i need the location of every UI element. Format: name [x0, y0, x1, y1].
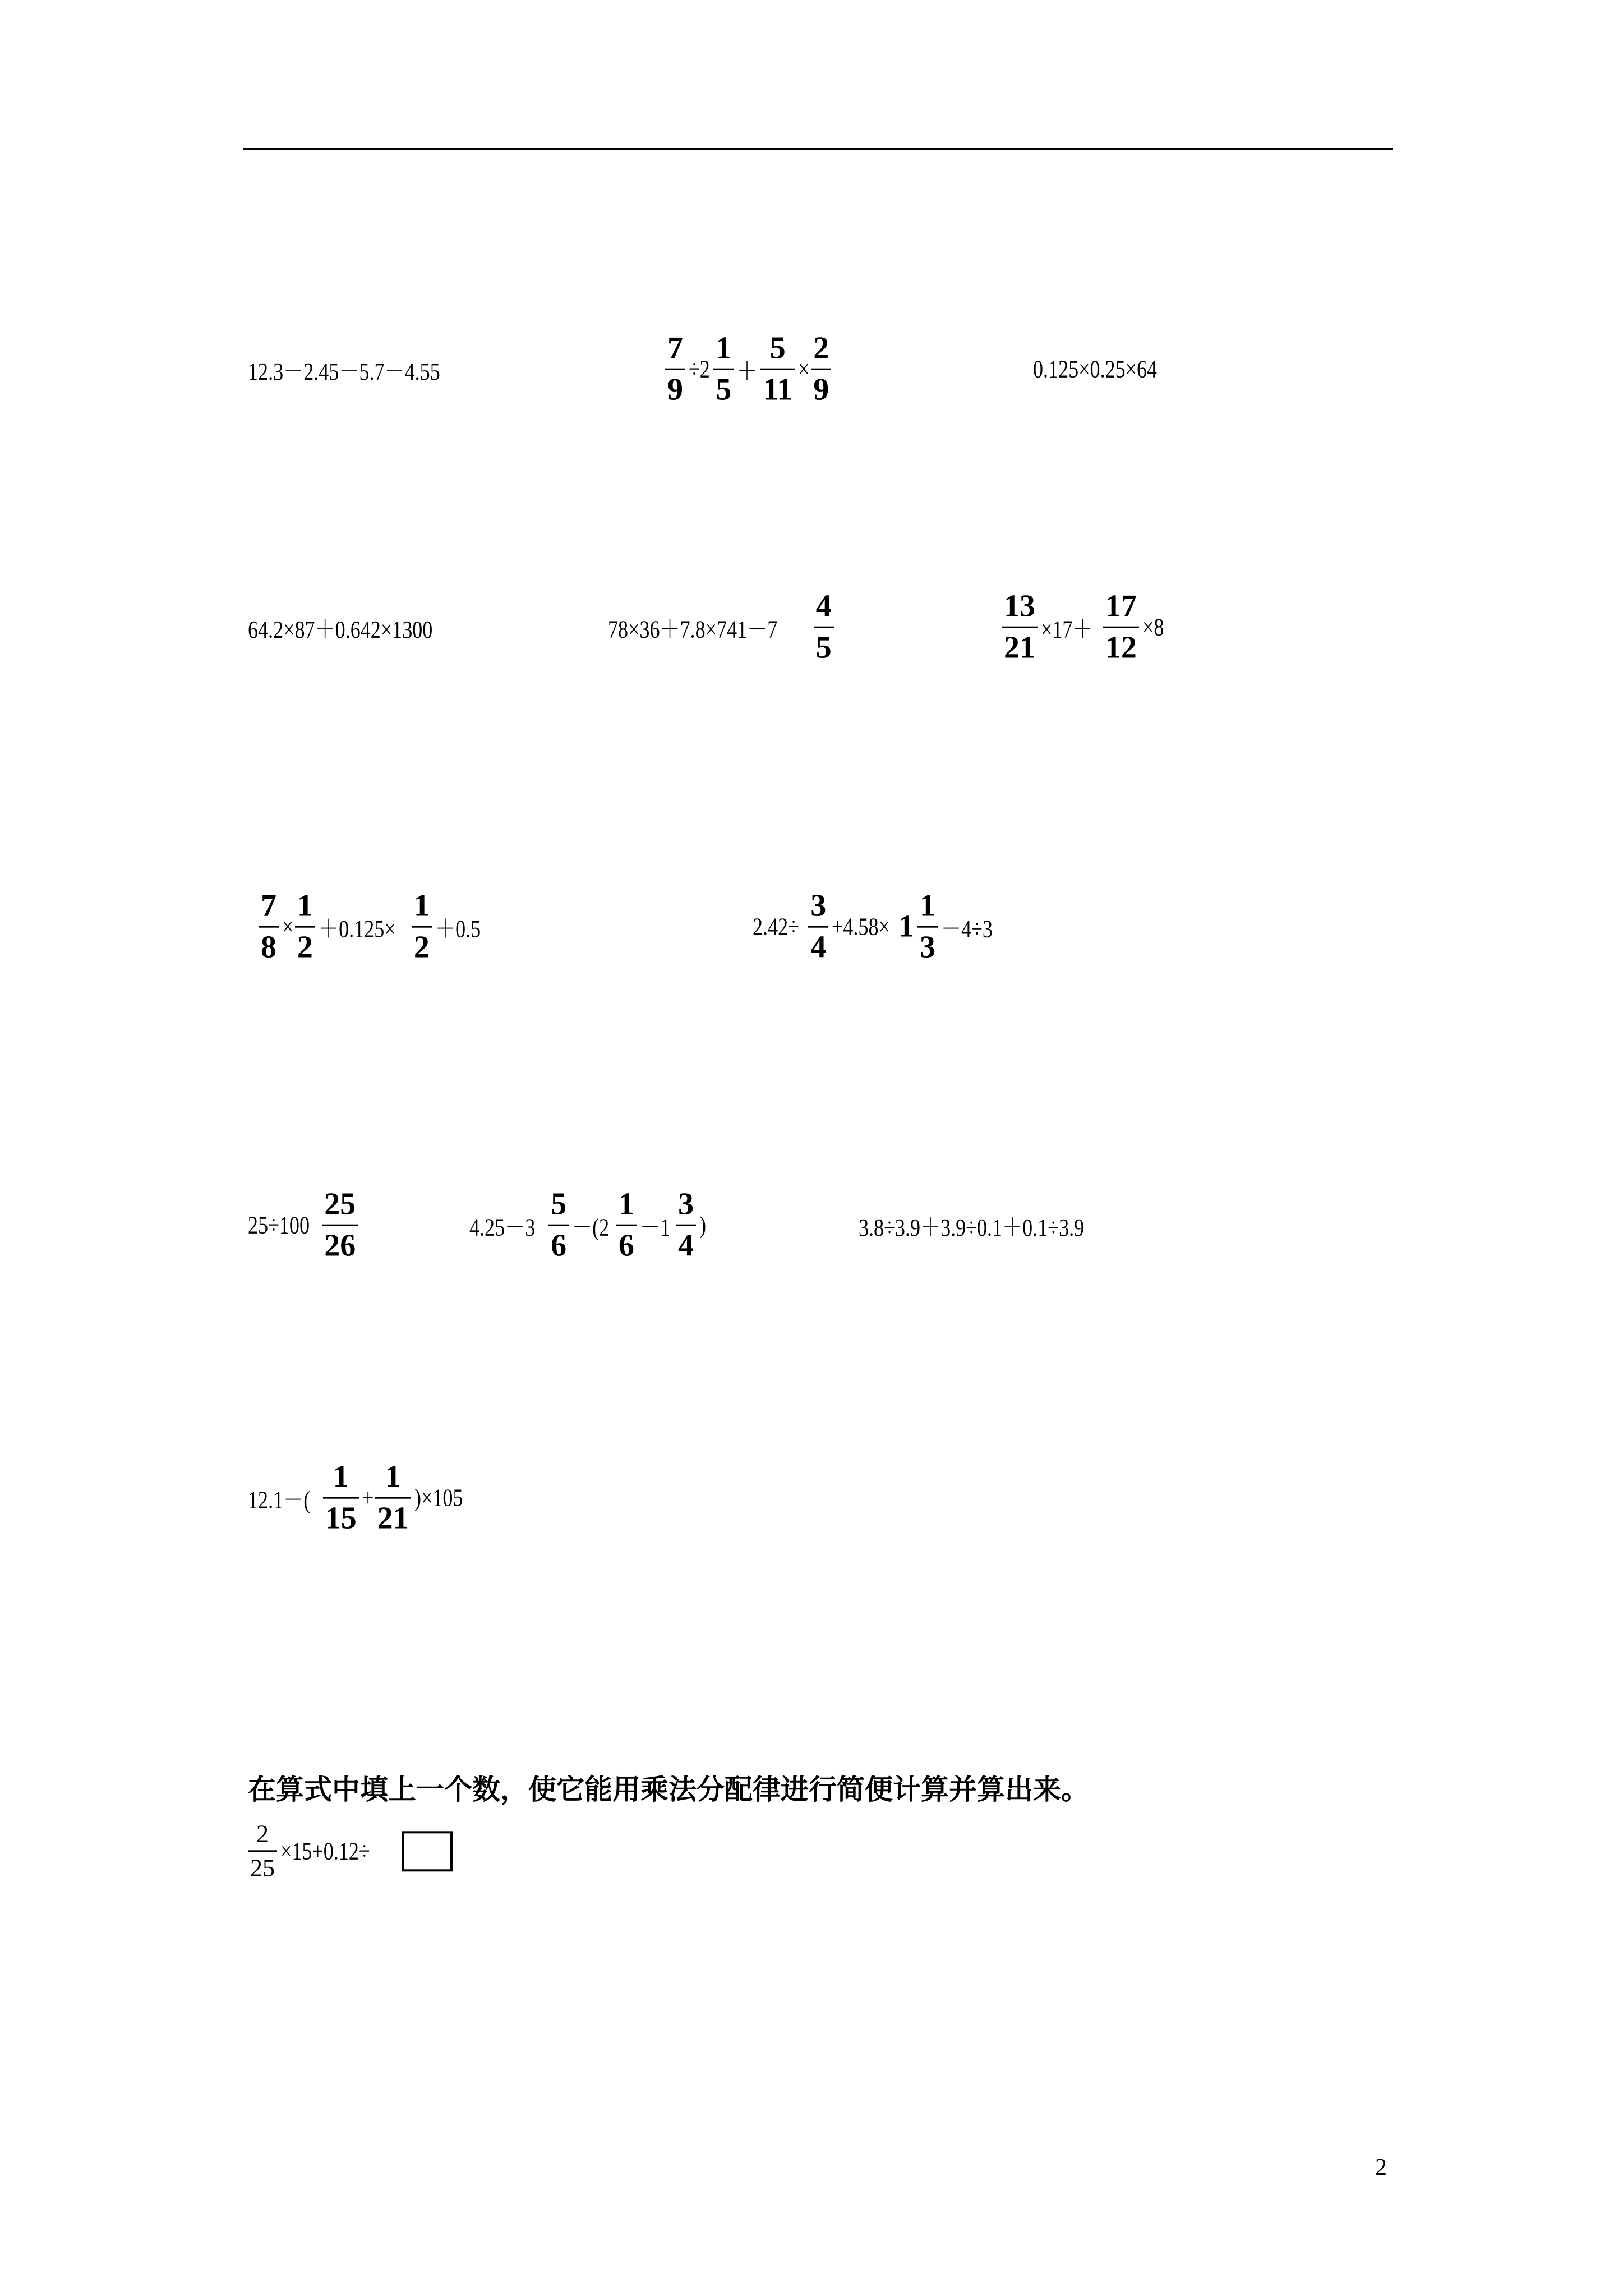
expression-text: ÷2 — [689, 355, 710, 383]
fill-in-expression — [245, 1821, 453, 1881]
fraction-bar — [811, 369, 831, 370]
expression-text: 25÷100 — [248, 1211, 310, 1239]
expression-text: + — [362, 1484, 374, 1512]
numerator: 2 — [256, 1820, 269, 1848]
numerator: 17 — [1105, 588, 1137, 624]
exercise-3 — [1033, 355, 1180, 384]
header-rule — [243, 148, 1393, 150]
denominator: 5 — [815, 630, 832, 665]
fraction-bar — [917, 926, 938, 928]
denominator: 2 — [413, 930, 430, 965]
fraction-bar — [1002, 627, 1038, 628]
fraction-bar — [713, 369, 734, 370]
numerator: 5 — [551, 1186, 567, 1222]
expression-text: ＋0.125× — [318, 915, 396, 943]
numerator: 2 — [813, 330, 829, 366]
denominator: 9 — [813, 372, 829, 407]
fraction — [616, 1188, 637, 1263]
fraction — [665, 332, 685, 407]
fraction-bar — [676, 1225, 696, 1226]
expression-text: 4.25－3 — [469, 1214, 536, 1241]
mixed-number-whole: 1 — [898, 909, 914, 944]
numerator: 5 — [769, 330, 786, 366]
denominator: 2 — [297, 930, 313, 965]
expression-text: × — [282, 913, 294, 941]
fraction-bar — [616, 1225, 637, 1226]
fraction — [322, 1188, 358, 1263]
fraction-bar — [295, 926, 315, 928]
expression-text: ＋0.5 — [435, 915, 481, 943]
exercise-6 — [998, 590, 1164, 665]
numerator: 1 — [333, 1459, 349, 1494]
fraction-bar — [412, 926, 432, 928]
denominator: 15 — [325, 1501, 357, 1536]
expression-text: ×17＋ — [1041, 616, 1093, 643]
fraction-bar — [548, 1225, 569, 1226]
expression-text: 78×36＋7.8×741－7 — [608, 616, 778, 643]
expression-text: 64.2×87＋0.642×1300 — [248, 616, 433, 643]
expression-text: × — [798, 355, 810, 383]
fraction — [548, 1188, 569, 1263]
fraction-bar — [760, 369, 795, 370]
denominator: 4 — [810, 930, 827, 965]
expression-text: －1 — [639, 1214, 670, 1241]
fraction — [295, 890, 315, 964]
answer-box[interactable] — [402, 1831, 453, 1871]
fraction — [259, 890, 279, 964]
numerator: 25 — [324, 1186, 356, 1222]
expression-text: 12.1－( — [248, 1487, 311, 1514]
fraction — [713, 332, 734, 407]
fraction — [412, 890, 432, 964]
fraction — [760, 332, 795, 407]
fraction — [917, 890, 938, 964]
denominator: 9 — [667, 372, 683, 407]
expression-text: ) — [699, 1211, 706, 1239]
numerator: 1 — [413, 888, 430, 923]
denominator: 25 — [250, 1854, 275, 1882]
denominator: 3 — [919, 930, 935, 965]
exercise-9 — [248, 1188, 361, 1263]
numerator: 1 — [385, 1459, 401, 1494]
fraction-bar — [375, 1497, 411, 1499]
fraction-bar — [1103, 627, 1139, 628]
exercise-1 — [248, 351, 478, 387]
denominator: 12 — [1105, 630, 1137, 665]
numerator: 3 — [677, 1186, 694, 1222]
expression-text: ×15+0.12÷ — [280, 1837, 370, 1865]
fraction — [676, 1188, 696, 1263]
numerator: 7 — [667, 330, 683, 366]
fraction-bar — [259, 926, 279, 928]
expression-text: 3.8÷3.9＋3.9÷0.1＋0.1÷3.9 — [859, 1214, 1085, 1241]
exercise-11 — [859, 1207, 1129, 1243]
fill-in-tokens — [245, 1821, 385, 1881]
denominator: 11 — [763, 372, 793, 407]
fraction — [811, 332, 831, 407]
exercise-8 — [753, 890, 999, 964]
numerator: 7 — [261, 888, 276, 923]
fraction-bar — [665, 369, 685, 370]
expression-text: 0.125×0.25×64 — [1033, 355, 1158, 383]
page-number: 2 — [1375, 2155, 1387, 2180]
numerator: 4 — [815, 588, 832, 624]
expression-text: +4.58× — [832, 913, 891, 941]
exercise-2 — [662, 332, 834, 407]
numerator: 13 — [1004, 588, 1035, 624]
denominator: 6 — [551, 1228, 567, 1263]
expression-text: －(2 — [572, 1214, 610, 1241]
fraction — [323, 1461, 359, 1535]
numerator: 3 — [810, 888, 827, 923]
fraction-bar — [322, 1225, 358, 1226]
denominator: 6 — [618, 1228, 634, 1263]
numerator: 1 — [618, 1186, 634, 1222]
numerator: 1 — [716, 330, 732, 366]
fraction-bar — [248, 1851, 277, 1852]
denominator: 21 — [377, 1501, 409, 1536]
exercise-7 — [255, 890, 486, 964]
expression-text: )×105 — [414, 1484, 463, 1512]
fraction-bar — [323, 1497, 359, 1499]
denominator: 21 — [1004, 630, 1035, 665]
fraction — [1002, 590, 1038, 665]
fraction — [1103, 590, 1139, 665]
expression-text: ×8 — [1142, 613, 1164, 641]
exercise-4 — [248, 609, 469, 645]
expression-text: 2.42÷ — [753, 913, 799, 941]
denominator: 26 — [324, 1228, 356, 1263]
fraction — [248, 1821, 277, 1881]
expression-text: 12.3－2.45－5.7－4.55 — [248, 358, 440, 385]
numerator: 1 — [919, 888, 935, 923]
fill-in-heading: 在算式中填上一个数，使它能用乘法分配律进行简便计算并算出来。 — [248, 1773, 1089, 1806]
denominator: 4 — [677, 1228, 694, 1263]
expression-text: ＋ — [737, 358, 758, 385]
exercise-12 — [248, 1461, 469, 1535]
numerator: 1 — [297, 888, 313, 923]
exercise-10 — [469, 1186, 706, 1263]
expression-text: －4÷3 — [940, 915, 993, 943]
denominator: 5 — [716, 372, 732, 407]
fraction — [375, 1461, 411, 1535]
fraction — [814, 590, 834, 665]
exercise-5 — [608, 590, 837, 665]
fraction — [808, 890, 828, 964]
fraction-bar — [814, 627, 834, 628]
fraction-bar — [808, 926, 828, 928]
denominator: 8 — [261, 930, 276, 965]
